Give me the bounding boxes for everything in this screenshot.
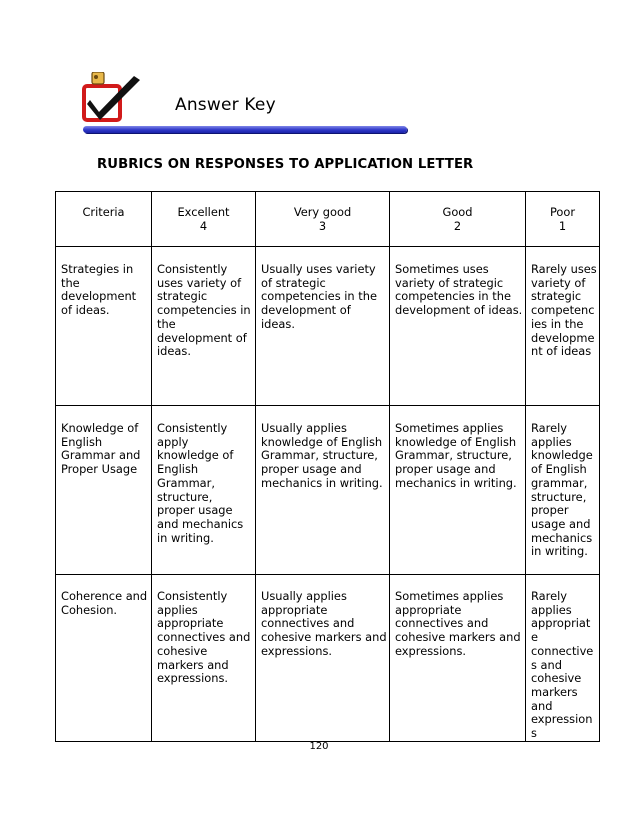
criteria-cell: Coherence and Cohesion. (56, 575, 152, 742)
very-good-cell: Usually applies knowledge of English Grammar, structure, proper usage and mechanics in writing. (256, 406, 390, 575)
table-row (56, 575, 600, 742)
criteria-cell: Strategies in the development of ideas. (56, 247, 152, 406)
column-header-good: Good 2 (390, 192, 526, 247)
column-header-poor: Poor 1 (526, 192, 600, 247)
poor-cell: Rarely applies appropriate connectives and cohesive markers and expressions (526, 575, 600, 742)
excellent-cell: Consistently uses variety of strategic competencies in the development of ideas. (152, 247, 256, 406)
very-good-cell: Usually uses variety of strategic competencies in the development of ideas. (256, 247, 390, 406)
good-cell: Sometimes applies appropriate connectives and cohesive markers and expressions. (390, 575, 526, 742)
column-header-very-good: Very good 3 (256, 192, 390, 247)
table-header-row (56, 192, 600, 247)
page-number: 120 (309, 741, 329, 752)
good-cell: Sometimes applies knowledge of English Grammar, structure, proper usage and mechanics in writing. (390, 406, 526, 575)
table-row (56, 247, 600, 406)
poor-cell: Rarely uses variety of strategic competencies in the development of ideas (526, 247, 600, 406)
header-divider-bar (83, 126, 407, 133)
column-header-criteria: Criteria (56, 192, 152, 247)
poor-cell: Rarely applies knowledge of English grammar, structure, proper usage and mechanics in writing. (526, 406, 600, 575)
good-cell: Sometimes uses variety of strategic competencies in the development of ideas. (390, 247, 526, 406)
answer-key-checkbox-icon (82, 72, 144, 124)
column-header-excellent: Excellent 4 (152, 192, 256, 247)
excellent-cell: Consistently apply knowledge of English Grammar, structure, proper usage and mechanics in writing. (152, 406, 256, 575)
excellent-cell: Consistently applies appropriate connectives and cohesive markers and expressions. (152, 575, 256, 742)
table-row (56, 406, 600, 575)
very-good-cell: Usually applies appropriate connectives and cohesive markers and expressions. (256, 575, 390, 742)
criteria-cell: Knowledge of English Grammar and Proper Usage (56, 406, 152, 575)
rubric-table (55, 191, 600, 742)
document-heading: RUBRICS ON RESPONSES TO APPLICATION LETTER (97, 157, 474, 172)
header-title: Answer Key (175, 95, 276, 115)
